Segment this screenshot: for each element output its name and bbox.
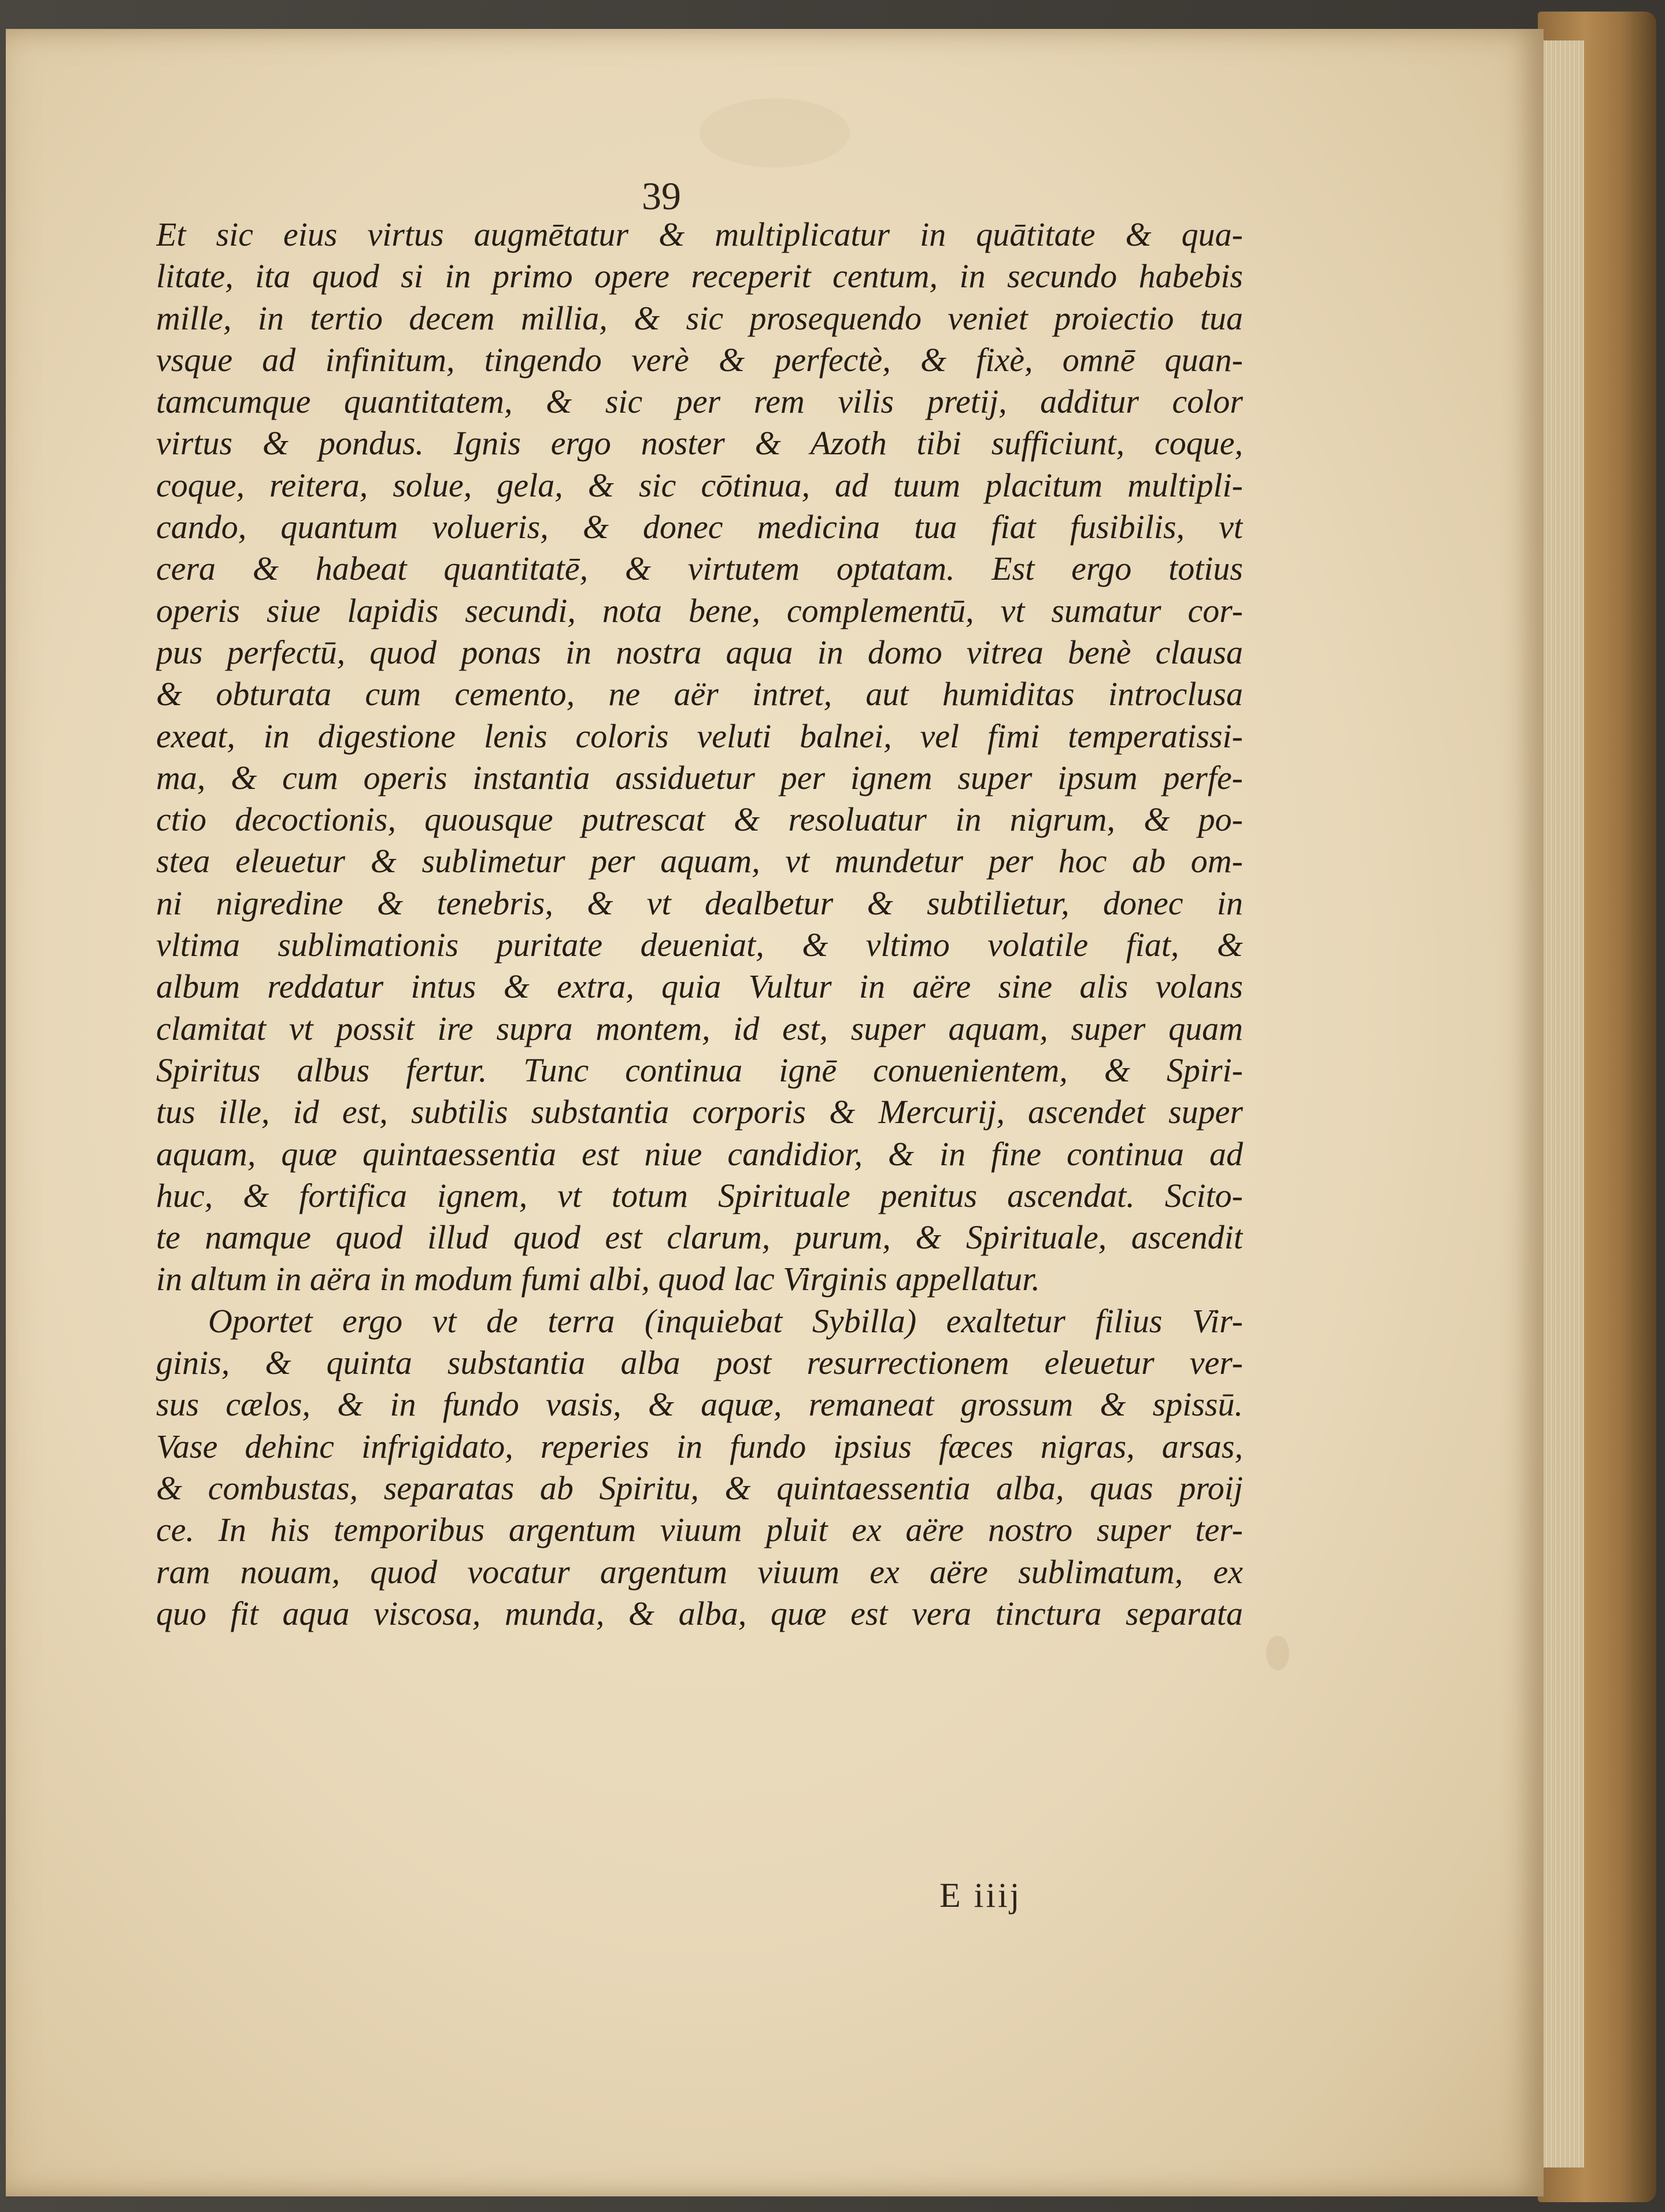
text-line: ginis, & quinta substantia alba post resurrectionem eleuetur ver- [156, 1344, 1243, 1382]
text-line: cera & habeat quantitatē, & virtutem optatam. Est ergo totius [156, 550, 1243, 588]
text-line: ctio decoctionis, quousque putrescat & resoluatur in nigrum, & po- [156, 801, 1243, 839]
page-number: 39 [642, 174, 681, 218]
text-line: exeat, in digestione lenis coloris veluti balnei, vel fimi temperatissi- [156, 717, 1243, 755]
text-line: stea eleuetur & sublimetur per aquam, vt mundetur per hoc ab om- [156, 842, 1243, 880]
text-line: ni nigredine & tenebris, & vt dealbetur & subtilietur, donec in [156, 884, 1243, 922]
text-line: Spiritus albus fertur. Tunc continua ignē conuenientem, & Spiri- [156, 1051, 1243, 1089]
signature-mark: E iiij [939, 1876, 1022, 1914]
text-line: coque, reitera, solue, gela, & sic cōtinua, ad tuum placitum multipli- [156, 466, 1243, 504]
page-stain [700, 98, 850, 168]
text-line: & combustas, separatas ab Spiritu, & quintaessentia alba, quas proij [156, 1469, 1243, 1507]
text-line: ram nouam, quod vocatur argentum viuum ex aëre sublimatum, ex [156, 1553, 1243, 1591]
text-line: vltima sublimationis puritate deueniat, & vltimo volatile fiat, & [156, 926, 1243, 964]
text-line: Vase dehinc infrigidato, reperies in fundo ipsius fæces nigras, arsas, [156, 1427, 1243, 1465]
text-line: ce. In his temporibus argentum viuum pluit ex aëre nostro super ter- [156, 1511, 1243, 1549]
text-line: litate, ita quod si in primo opere receperit centum, in secundo habebis [156, 257, 1243, 295]
text-line: quo fit aqua viscosa, munda, & alba, quæ est vera tinctura separata [156, 1594, 1243, 1632]
text-line: clamitat vt possit ire supra montem, id est, super aquam, super quam [156, 1009, 1243, 1047]
text-line: tus ille, id est, subtilis substantia corporis & Mercurij, ascendet super [156, 1093, 1243, 1131]
text-line: ma, & cum operis instantia assiduetur per ignem super ipsum perfe- [156, 758, 1243, 796]
text-line: cando, quantum volueris, & donec medicina tua fiat fusibilis, vt [156, 508, 1243, 546]
text-line: Oportet ergo vt de terra (inquiebat Sybilla) exaltetur filius Vir- [208, 1302, 1243, 1340]
ink-blot [1266, 1636, 1289, 1670]
text-line: Et sic eius virtus augmētatur & multiplicatur in quātitate & qua- [156, 216, 1243, 253]
text-line: in altum in aëra in modum fumi albi, quod lac Virginis appellatur. [156, 1260, 1040, 1298]
text-line: vsque ad infinitum, tingendo verè & perfectè, & fixè, omnē quan- [156, 340, 1243, 379]
text-line: aquam, quæ quintaessentia est niue candidior, & in fine continua ad [156, 1135, 1243, 1173]
text-line: & obturata cum cemento, ne aër intret, aut humiditas introclusa [156, 675, 1243, 713]
text-line: virtus & pondus. Ignis ergo noster & Azoth tibi sufficiunt, coque, [156, 424, 1243, 462]
body-text [156, 214, 1243, 1635]
text-line: operis siue lapidis secundi, nota bene, complementū, vt sumatur cor- [156, 591, 1243, 629]
text-line: album reddatur intus & extra, quia Vultur in aëre sine alis volans [156, 968, 1243, 1006]
text-line: sus cælos, & in fundo vasis, & aquæ, remaneat grossum & spissū. [156, 1385, 1243, 1424]
text-line: mille, in tertio decem millia, & sic prosequendo veniet proiectio tua [156, 299, 1243, 337]
text-line: tamcumque quantitatem, & sic per rem vilis pretij, additur color [156, 383, 1243, 421]
text-line: pus perfectū, quod ponas in nostra aqua in domo vitrea benè clausa [156, 633, 1243, 671]
text-line: te namque quod illud quod est clarum, purum, & Spirituale, ascendit [156, 1218, 1243, 1257]
text-line: huc, & fortifica ignem, vt totum Spirituale penitus ascendat. Scito- [156, 1176, 1243, 1214]
